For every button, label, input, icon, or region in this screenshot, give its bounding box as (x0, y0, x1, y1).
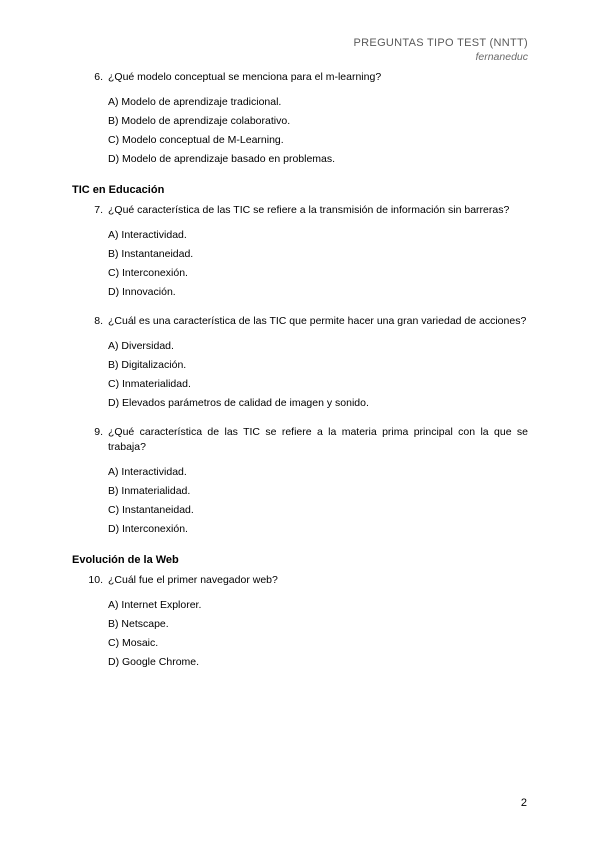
question-number: 9. (94, 426, 103, 438)
question-number: 8. (94, 315, 103, 327)
option-a: A) Internet Explorer. (108, 599, 202, 611)
page-number: 2 (520, 797, 527, 809)
question-text: ¿Qué modelo conceptual se menciona para el m-learning? (108, 71, 382, 83)
question-10 (72, 573, 528, 588)
option-b: B) Inmaterialidad. (108, 485, 191, 497)
question-8 (72, 314, 528, 329)
option-c: C) Interconexión. (108, 267, 188, 279)
option-d: D) Elevados parámetros de calidad de imagen y sonido. (108, 397, 369, 409)
option-a: A) Interactividad. (108, 229, 187, 241)
question-text: ¿Qué característica de las TIC se refiere a la materia prima principal con la que se trabaja? (108, 426, 528, 453)
section-heading-web: Evolución de la Web (72, 554, 179, 566)
question-9-options (108, 463, 528, 539)
question-7-options (108, 226, 528, 302)
option-c: C) Instantaneidad. (108, 504, 194, 516)
question-8-options (108, 337, 528, 413)
option-c: C) Modelo conceptual de M-Learning. (108, 134, 284, 146)
page-header (354, 36, 528, 64)
question-number: 7. (94, 204, 103, 216)
question-9 (72, 425, 528, 455)
question-text: ¿Qué característica de las TIC se refiere a la transmisión de información sin barreras? (108, 204, 510, 216)
question-6 (72, 70, 528, 85)
option-c: C) Mosaic. (108, 637, 159, 649)
option-d: D) Interconexión. (108, 523, 188, 535)
question-text: ¿Cuál es una característica de las TIC que permite hacer una gran variedad de acciones? (108, 315, 527, 327)
option-d: D) Innovación. (108, 286, 176, 298)
question-10-options (108, 596, 528, 672)
question-number: 6. (94, 71, 103, 83)
document-title: PREGUNTAS TIPO TEST (NNTT) (353, 37, 528, 49)
option-b: B) Instantaneidad. (108, 248, 194, 260)
question-text: ¿Cuál fue el primer navegador web? (108, 574, 278, 586)
page-content (72, 70, 528, 672)
section-heading-tic: TIC en Educación (72, 184, 165, 196)
option-a: A) Interactividad. (108, 466, 187, 478)
option-a: A) Diversidad. (108, 340, 174, 352)
option-d: D) Google Chrome. (108, 656, 200, 668)
document-author: fernaneduc (475, 51, 528, 63)
option-a: A) Modelo de aprendizaje tradicional. (108, 96, 282, 108)
option-b: B) Modelo de aprendizaje colaborativo. (108, 115, 291, 127)
option-b: B) Netscape. (108, 618, 169, 630)
question-7 (72, 203, 528, 218)
option-c: C) Inmaterialidad. (108, 378, 191, 390)
question-number: 10. (88, 574, 103, 586)
option-d: D) Modelo de aprendizaje basado en problemas. (108, 153, 336, 165)
option-b: B) Digitalización. (108, 359, 187, 371)
question-6-options (108, 93, 528, 169)
